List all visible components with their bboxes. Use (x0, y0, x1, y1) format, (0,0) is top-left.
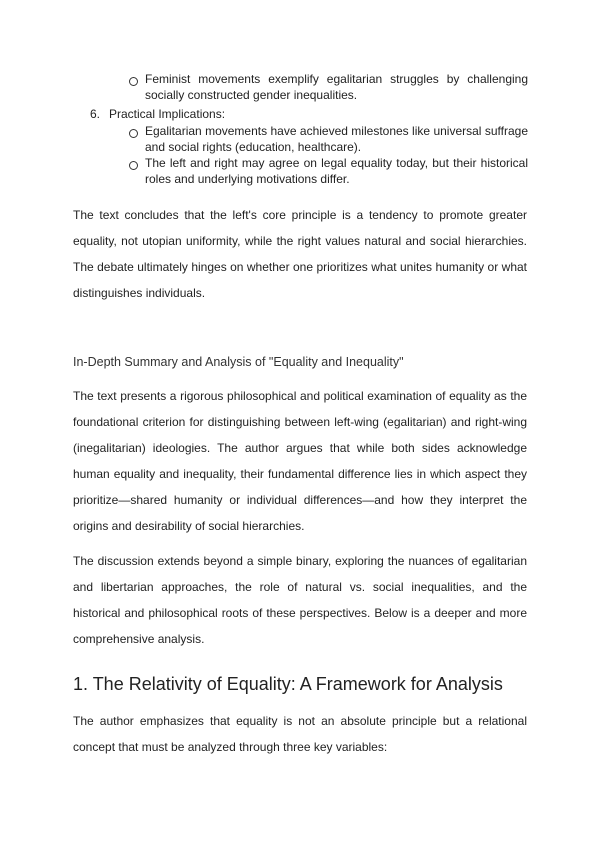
list-number-6: 6. (90, 107, 101, 121)
hollow-circle-bullet-icon (129, 129, 138, 138)
list-item-milestones: Egalitarian movements have achieved milestones like universal suffrage and social rights (education, healthcare). (145, 124, 528, 154)
section-1-paragraph: The author emphasizes that equality is not an absolute principle but a relational concept that must be analyzed through three key variables: (73, 714, 527, 754)
summary-paragraph-2: The discussion extends beyond a simple binary, exploring the nuances of egalitarian and libertarian approaches, the role of natural vs. social inequalities, and the historical and philosophical roots of these perspectives. Below is a deeper and more comprehensive analysis. (73, 554, 527, 646)
conclusion-paragraph: The text concludes that the left's core principle is a tendency to promote greater equality, not utopian uniformity, while the right values natural and social hierarchies. The debate ultimately hinges on whether one prioritizes what unites humanity or what distinguishes individuals. (73, 208, 527, 300)
list-item-feminist: Feminist movements exemplify egalitarian struggles by challenging socially constructed gender inequalities. (145, 72, 528, 102)
summary-heading: In-Depth Summary and Analysis of "Equality and Inequality" (73, 355, 404, 369)
list-item-left-right: The left and right may agree on legal equality today, but their historical roles and underlying motivations differ. (145, 156, 528, 186)
summary-paragraph-1: The text presents a rigorous philosophical and political examination of equality as the foundational criterion for distinguishing between left-wing (egalitarian) and right-wing (inegalitarian) ideologies. The author argues that while both sides acknowledge human equality and inequality, their fundamental difference lies in which aspect they prioritize—shared humanity or individual differences—and how they interpret the origins and desirability of social hierarchies. (73, 389, 527, 533)
section-1-heading: 1. The Relativity of Equality: A Framework for Analysis (73, 674, 503, 694)
hollow-circle-bullet-icon (129, 161, 138, 170)
list-item-practical-implications: Practical Implications: (109, 107, 226, 121)
hollow-circle-bullet-icon (129, 77, 138, 86)
